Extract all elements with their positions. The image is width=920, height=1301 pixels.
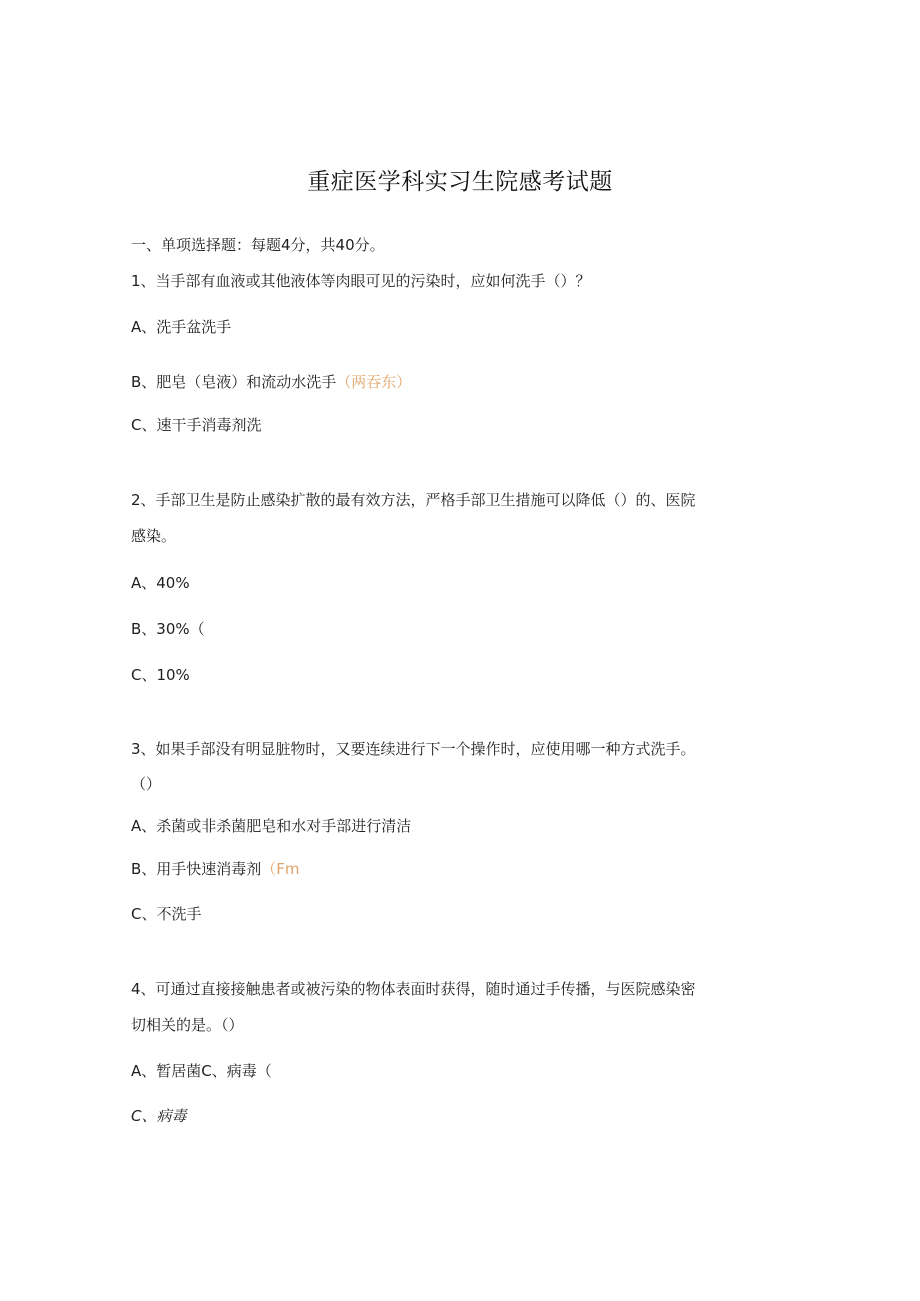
option-text: C、不洗手 bbox=[131, 905, 202, 923]
question-2-option-c bbox=[131, 665, 190, 685]
option-text: A、40% bbox=[131, 574, 190, 592]
option-text: C、10% bbox=[131, 666, 190, 684]
question-4-stem: 4、可通过直接接触患者或被污染的物体表面时获得，随时通过手传播，与医院感染密 bbox=[131, 980, 696, 998]
question-4-option-c bbox=[131, 1106, 186, 1126]
question-3-stem: 3、如果手部没有明显脏物时，又要连续进行下一个操作时，应使用哪一种方式洗手。 bbox=[131, 740, 696, 758]
option-text: A、洗手盆洗手 bbox=[131, 318, 232, 336]
question-3-option-a bbox=[131, 816, 411, 836]
question-4-option-a bbox=[131, 1061, 272, 1081]
option-text: C、病毒 bbox=[131, 1107, 187, 1125]
page-title: 重症医学科实习生院感考试题 bbox=[307, 169, 613, 195]
handwritten-annotation: （Fm bbox=[261, 860, 300, 878]
option-text: C、速干手消毒剂洗 bbox=[131, 416, 262, 434]
question-2-stem: 2、手部卫生是防止感染扩散的最有效方法，严格手部卫生措施可以降低（）的、医院 bbox=[131, 491, 696, 509]
question-1-option-c bbox=[131, 415, 261, 435]
question-2-option-a bbox=[131, 573, 190, 593]
option-text: B、肥皂（皂液）和流动水洗手 bbox=[131, 373, 337, 391]
section-heading: 一、单项选择题：每题4分，共40分。 bbox=[131, 236, 385, 254]
question-2-option-b bbox=[131, 619, 205, 639]
question-1-option-b bbox=[131, 372, 411, 392]
option-text: B、30%（ bbox=[131, 620, 205, 638]
option-text: A、暂居菌C、病毒（ bbox=[131, 1062, 272, 1080]
option-text: B、用手快速消毒剂 bbox=[131, 860, 262, 878]
question-3-option-b bbox=[131, 859, 300, 879]
question-3-option-c bbox=[131, 904, 201, 924]
question-1-stem: 1、当手部有血液或其他液体等肉眼可见的污染时，应如何洗手（）？ bbox=[131, 272, 591, 290]
question-1-option-a bbox=[131, 317, 231, 337]
question-2-stem-continued: 感染。 bbox=[131, 527, 177, 545]
handwritten-annotation: （两吞东） bbox=[336, 373, 412, 391]
question-3-stem-continued: （） bbox=[131, 775, 162, 793]
question-4-stem-continued: 切相关的是。（） bbox=[131, 1016, 244, 1034]
option-text: A、杀菌或非杀菌肥皂和水对手部进行清洁 bbox=[131, 817, 412, 835]
